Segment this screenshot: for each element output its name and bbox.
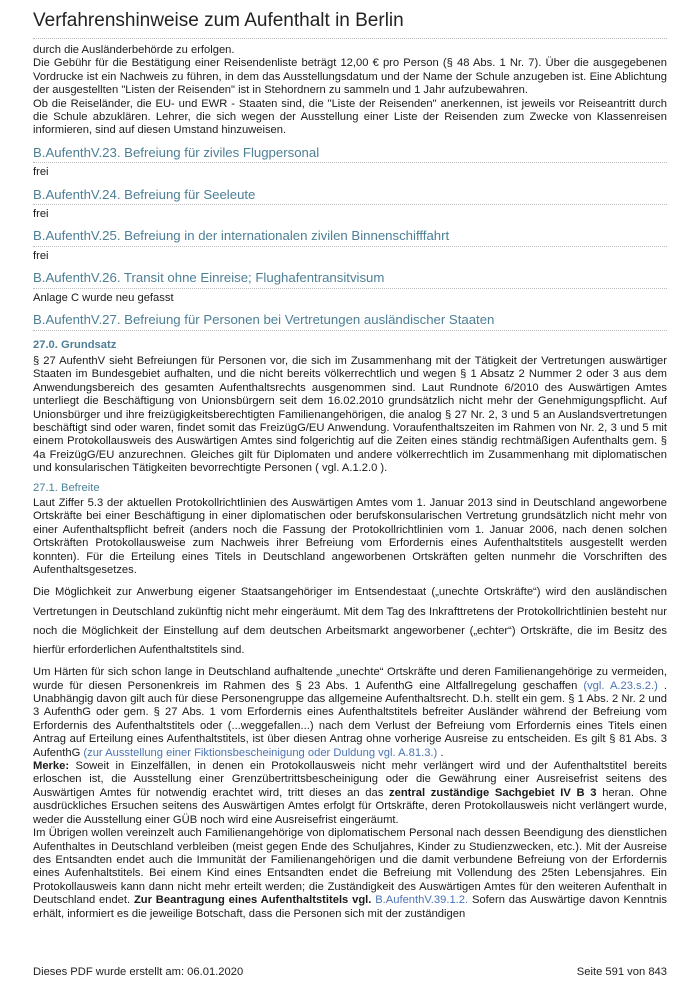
- footer-created-date: Dieses PDF wurde erstellt am: 06.01.2020: [33, 966, 244, 978]
- befreite-paragraph-2: Die Möglichkeit zur Anwerbung eigener Staatsangehöriger im Entsendestaat („unechte Ortskräfte“) wird den ausländischen Vertretungen in Deutschland zukünftig nicht mehr eingeräumt. Mit dem Tag des Inkrafttretens der Protokollrichtlinien besteht nur noch die Möglichkeit der Einstellung auf dem deutschen Arbeitsmarkt angeworbener („echter“) Ortskräfte, die im Besitz des hierfür erforderlichen Aufenthaltstitels sind.: [33, 586, 667, 657]
- document-body: [33, 44, 667, 921]
- section-heading-24: B.AufenthV.24. Befreiung für Seeleute: [33, 188, 667, 205]
- uebrigen-text-b: Sofern das Auswärtige davon Kenntnis erhält, informiert es die jeweilige Botschaft, dass die Personen sich mit der zuständigen: [33, 894, 667, 920]
- merke-paragraph: [33, 760, 667, 827]
- subheading-befreite: 27.1. Befreite: [33, 481, 100, 494]
- link-b-aufenthv-39[interactable]: B.AufenthV.39.1.2.: [375, 894, 469, 907]
- befreite-p3-text-b: . Unabhängig davon gilt auch für diese Personengruppe das allgemeine Aufenthaltsrecht. D.h. stellt ein gem. § 1 Abs. 2 Nr. 2 und 3 AufenthG oder gem. § 27 Abs. 1 vom Erfordernis eines Aufenthaltstitels befreiter Ausländer während der Befreiung vom Erfordernis des Aufenthaltstitels oder (...weggefallen...) nach dem Verlust der Befreiung vom Erfordernis eines Titels einen Antrag auf Erteilung eines Aufenthaltstitels, ist über diesen Antrag ohne vorherige Ausreise zu entscheiden. Es gilt § 81 Abs. 3 AufenthG: [33, 679, 667, 759]
- intro-paragraph-2: Die Gebühr für die Bestätigung einer Reisendenliste beträgt 12,00 € pro Person (§ 48 Abs. 1 Nr. 7). Über die ausgegebenen Vordrucke ist ein Nachweis zu führen, in dem das Ausstellungsdatum und der Name der Schule anzugeben ist. Eine Ablichtung der ausgestellten "Listen der Reisenden" ist in Stehordnern zu sammeln und 1 Jahr aufzubewahren.: [33, 57, 667, 97]
- section-text-25: frei: [33, 249, 49, 262]
- section-text-24: frei: [33, 208, 49, 221]
- subheading-grundsatz: 27.0. Grundsatz: [33, 338, 117, 351]
- uebrigen-paragraph: [33, 827, 667, 921]
- link-a23[interactable]: (vgl. A.23.s.2.): [583, 679, 658, 692]
- grundsatz-paragraph: § 27 AufenthV sieht Befreiungen für Personen vor, die sich im Zusammenhang mit der Tätigkeit der Vertretungen auswärtiger Staaten im Bundesgebiet aufhalten, und die nicht bereits völkerrechtlich und wegen § 1 Absatz 2 Nummer 2 oder 3 aus dem Anwendungsbereich des gesamten Aufenthaltsrechts ausgenommen sind. Laut Rundnote 6/2010 des Auswärtigen Amtes unterliegt die Beschäftigung von Unionsbürgern seit dem 16.02.2010 grundsätzlich nicht mehr der Genehmigungspflicht. Auf Unionsbürger und ihre freizügigkeitsberechtigten Familienangehörigen, die analog § 27 Nr. 2, 3 und 5 an Auslandsvertretungen beschäftigt sind oder waren, findet somit das FreizügG/EU Anwendung. Voraufenthaltszeiten im Rahmen von Nr. 2, 3 und 5 mit einem Protokollausweis des Auswärtigen Amtes sind folgerichtig auf die Zeiten eines ständig rechtmäßigen Aufenthalts gem. § 4a FreizügG/EU anzurechnen. Gleiches gilt für Diplomaten und andere völkerrechtlich im Zusammenhang mit diplomatischen und konsularischen Tätigkeiten bevorrechtigte Personen ( vgl. A.1.2.0 ).: [33, 354, 667, 475]
- befreite-p3-text-c: .: [437, 746, 444, 759]
- intro-paragraph-3: Ob die Reiseländer, die EU- und EWR - Staaten sind, die "Liste der Reisenden" anerkennen, ist jeweils vor Reiseantritt durch die Schule abzuklären. Lehrer, die sich wegen der Ausstellung einer Liste der Reisenden zum Zwecke von Klassenreisen informieren, sind auf diesen Umstand hinzuweisen.: [33, 97, 667, 137]
- page-header: [33, 10, 667, 39]
- document-title: Verfahrenshinweise zum Aufenthalt in Berlin: [33, 10, 404, 31]
- link-a81[interactable]: (zur Ausstellung einer Fiktionsbescheinigung oder Duldung vgl. A.81.3.): [83, 746, 438, 759]
- uebrigen-bold: Zur Beantragung eines Aufenthaltstitels vgl.: [133, 894, 372, 907]
- section-heading-27: B.AufenthV.27. Befreiung für Personen bei Vertretungen ausländischer Staaten: [33, 313, 667, 330]
- section-heading-25: B.AufenthV.25. Befreiung in der internationalen zivilen Binnenschifffahrt: [33, 229, 667, 246]
- section-heading-26: B.AufenthV.26. Transit ohne Einreise; Flughafentransitvisum: [33, 271, 667, 288]
- merke-bold: zentral zuständige Sachgebiet IV B 3: [389, 786, 597, 799]
- intro-paragraph-1: durch die Ausländerbehörde zu erfolgen.: [33, 44, 235, 56]
- befreite-p3-text-a: Um Härten für sich schon lange in Deutschland aufhaltende „unechte“ Ortskräfte und deren Familienangehörige zu vermeiden, wurde für diesen Personenkreis im Rahmen des § 23 Abs. 1 AufenthG eine Altfallregelung geschaffen: [33, 666, 667, 692]
- merke-text-a: Soweit in Einzelfällen, in denen ein Protokollausweis nicht mehr verlängert wird und der Aufenthaltstitel bereits erloschen ist, die Ausstellung einer Grenzübertrittsbescheinigung oder die Gewährung einer Ausreisefrist seitens des Auswärtigen Amtes für notwendig erachtet wird, tritt dieses an das: [33, 760, 667, 799]
- merke-text-b: heran. Ohne ausdrückliches Ersuchen seitens des Auswärtigen Amtes erfolgt für Ortskräfte, deren Protokollausweis nicht verlängert wurde, weder die Ausstellung einer GÜB noch wird eine Ausreisefrist eingeräumt.: [33, 786, 667, 826]
- befreite-paragraph-1: Laut Ziffer 5.3 der aktuellen Protokollrichtlinien des Auswärtigen Amtes vom 1. Januar 2013 sind in Deutschland angeworbene Ortskräfte bei einer Beschäftigung in einer diplomatischen oder berufskonsularischen Vertretung grundsätzlich nicht mehr von einer Aufenthaltspflicht befreit (anders noch die Fassung der Protokollrichtlinien vom 1. Januar 2006, nach denen solchen Ortskräften Protokollausweise zum Nachweis ihrer Befreiung vom Erfordernis eines Aufenthaltstitels ausgestellt werden konnten). Für die Erteilung eines Titels in Deutschland angeworbenen Ortskräften gelten nunmehr die Vorschriften des Aufenthaltsgesetzes.: [33, 496, 667, 576]
- section-heading-23: B.AufenthV.23. Befreiung für ziviles Flugpersonal: [33, 146, 667, 163]
- section-text-23: frei: [33, 166, 49, 179]
- footer-page-number: Seite 591 von 843: [576, 966, 667, 978]
- merke-label: Merke:: [33, 760, 70, 773]
- section-text-26: Anlage C wurde neu gefasst: [33, 291, 174, 304]
- uebrigen-text-a: Im Übrigen wollen vereinzelt auch Familienangehörige von diplomatischem Personal nach dessen Beendigung des dienstlichen Aufenthaltes in Deutschland verbleiben (meist gegen Ende des Schuljahres, Kinder zu Studienzwecken, etc.). Mit der Ausreise des Entsandten endet auch die Immunität der Familienangehörigen und die damit verbundene Befreiung von der Erfordernis eines Aufenhaltstitels. Bei einem Kind eines Entsandten endet die Befreiung mit Vollendung des 25ten Lebensjahres. Ein Protokollausweis kann dann nicht mehr erteilt werden; die Zuständigkeit des Auswärtigen Amtes für den weiteren Aufenthalt in Deutschland endet.: [33, 827, 667, 907]
- befreite-paragraph-3: [33, 666, 667, 760]
